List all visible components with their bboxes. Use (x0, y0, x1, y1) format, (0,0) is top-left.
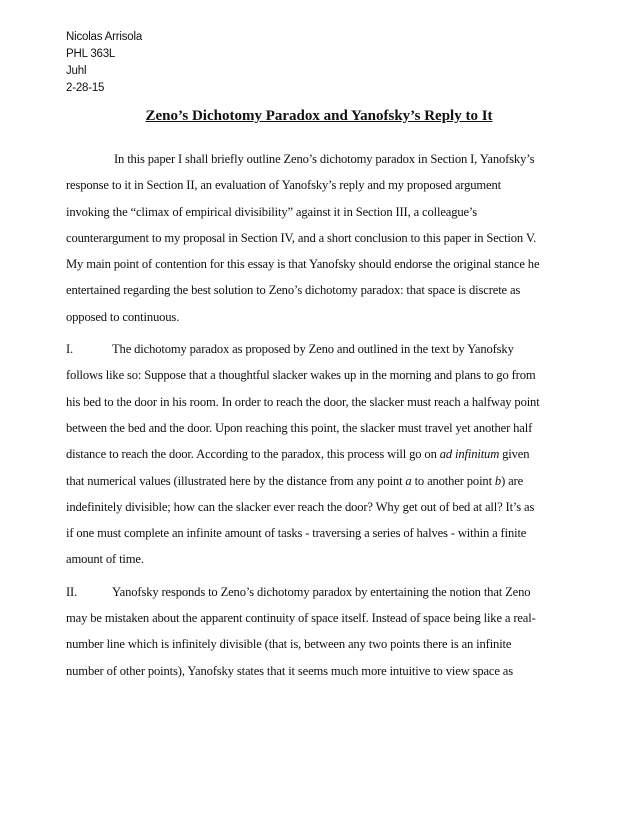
paragraph-text: that numerical values (illustrated here by the distance from any point (66, 473, 406, 488)
paragraph-text: given (499, 447, 530, 462)
paragraph-line: response to it in Section II, an evaluation of Yanofsky’s reply and my proposed argument (66, 178, 501, 193)
paragraph-line: amount of time. (66, 552, 144, 567)
paragraph-line: indefinitely divisible; how can the slacker ever reach the door? Why get out of bed at all? It’s as (66, 499, 535, 514)
section-number: I. (66, 342, 74, 357)
paragraph-line (66, 468, 576, 494)
paragraph-line: between the bed and the door. Upon reaching this point, the slacker must travel yet another half (66, 420, 533, 435)
intro-paragraph (66, 146, 576, 330)
section-1-paragraph (66, 336, 576, 573)
document-body (66, 146, 576, 684)
paragraph-line: number of other points), Yanofsky states that it seems much more intuitive to view space as (66, 663, 513, 678)
paragraph-text: to another point (411, 473, 495, 488)
paragraph-line (66, 579, 576, 605)
instructor-name: Juhl (66, 65, 87, 77)
paragraph-text: Yanofsky responds to Zeno’s dichotomy paradox by entertaining the notion that Zeno (112, 584, 531, 599)
document-title: Zeno’s Dichotomy Paradox and Yanofsky’s Reply to It (145, 108, 493, 124)
paragraph-line: number line which is infinitely divisible (that is, between any two points there is an infinite (66, 637, 512, 652)
paragraph-text: ) are (501, 473, 524, 488)
section-2-paragraph (66, 579, 576, 684)
paragraph-line: his bed to the door in his room. In order to reach the door, the slacker must reach a halfway point (66, 394, 540, 409)
paragraph-line: opposed to continuous. (66, 309, 180, 324)
author-name: Nicolas Arrisola (66, 31, 143, 43)
paragraph-line (66, 336, 576, 362)
paragraph-line: invoking the “climax of empirical divisibility” against it in Section III, a colleague’s (66, 204, 478, 219)
paragraph-text: distance to reach the door. According to the paradox, this process will go on (66, 447, 440, 462)
paragraph-line: In this paper I shall briefly outline Zeno’s dichotomy paradox in Section I, Yanofsky’s (114, 152, 535, 166)
document-header (66, 29, 142, 97)
section-number: II. (66, 584, 78, 599)
paragraph-line: follows like so: Suppose that a thoughtful slacker wakes up in the morning and plans to go from (66, 368, 536, 383)
paragraph-line (66, 441, 576, 467)
document-date: 2-28-15 (66, 82, 105, 94)
paragraph-line: may be mistaken about the apparent continuity of space itself. Instead of space being like a real- (66, 611, 536, 626)
paragraph-line: counterargument to my proposal in Section IV, and a short conclusion to this paper in Section V. (66, 230, 537, 245)
paragraph-line: My main point of contention for this essay is that Yanofsky should endorse the original stance he (66, 257, 540, 272)
paragraph-line: if one must complete an infinite amount of tasks - traversing a series of halves - within a finite (66, 526, 527, 541)
paragraph-text: The dichotomy paradox as proposed by Zeno and outlined in the text by Yanofsky (112, 342, 514, 357)
italic-term: ad infinitum (439, 447, 500, 462)
italic-variable: a (405, 473, 412, 488)
italic-variable: b (494, 473, 502, 488)
course-code: PHL 363L (66, 48, 116, 60)
paragraph-line: entertained regarding the best solution to Zeno’s dichotomy paradox: that space is discrete as (66, 283, 521, 298)
